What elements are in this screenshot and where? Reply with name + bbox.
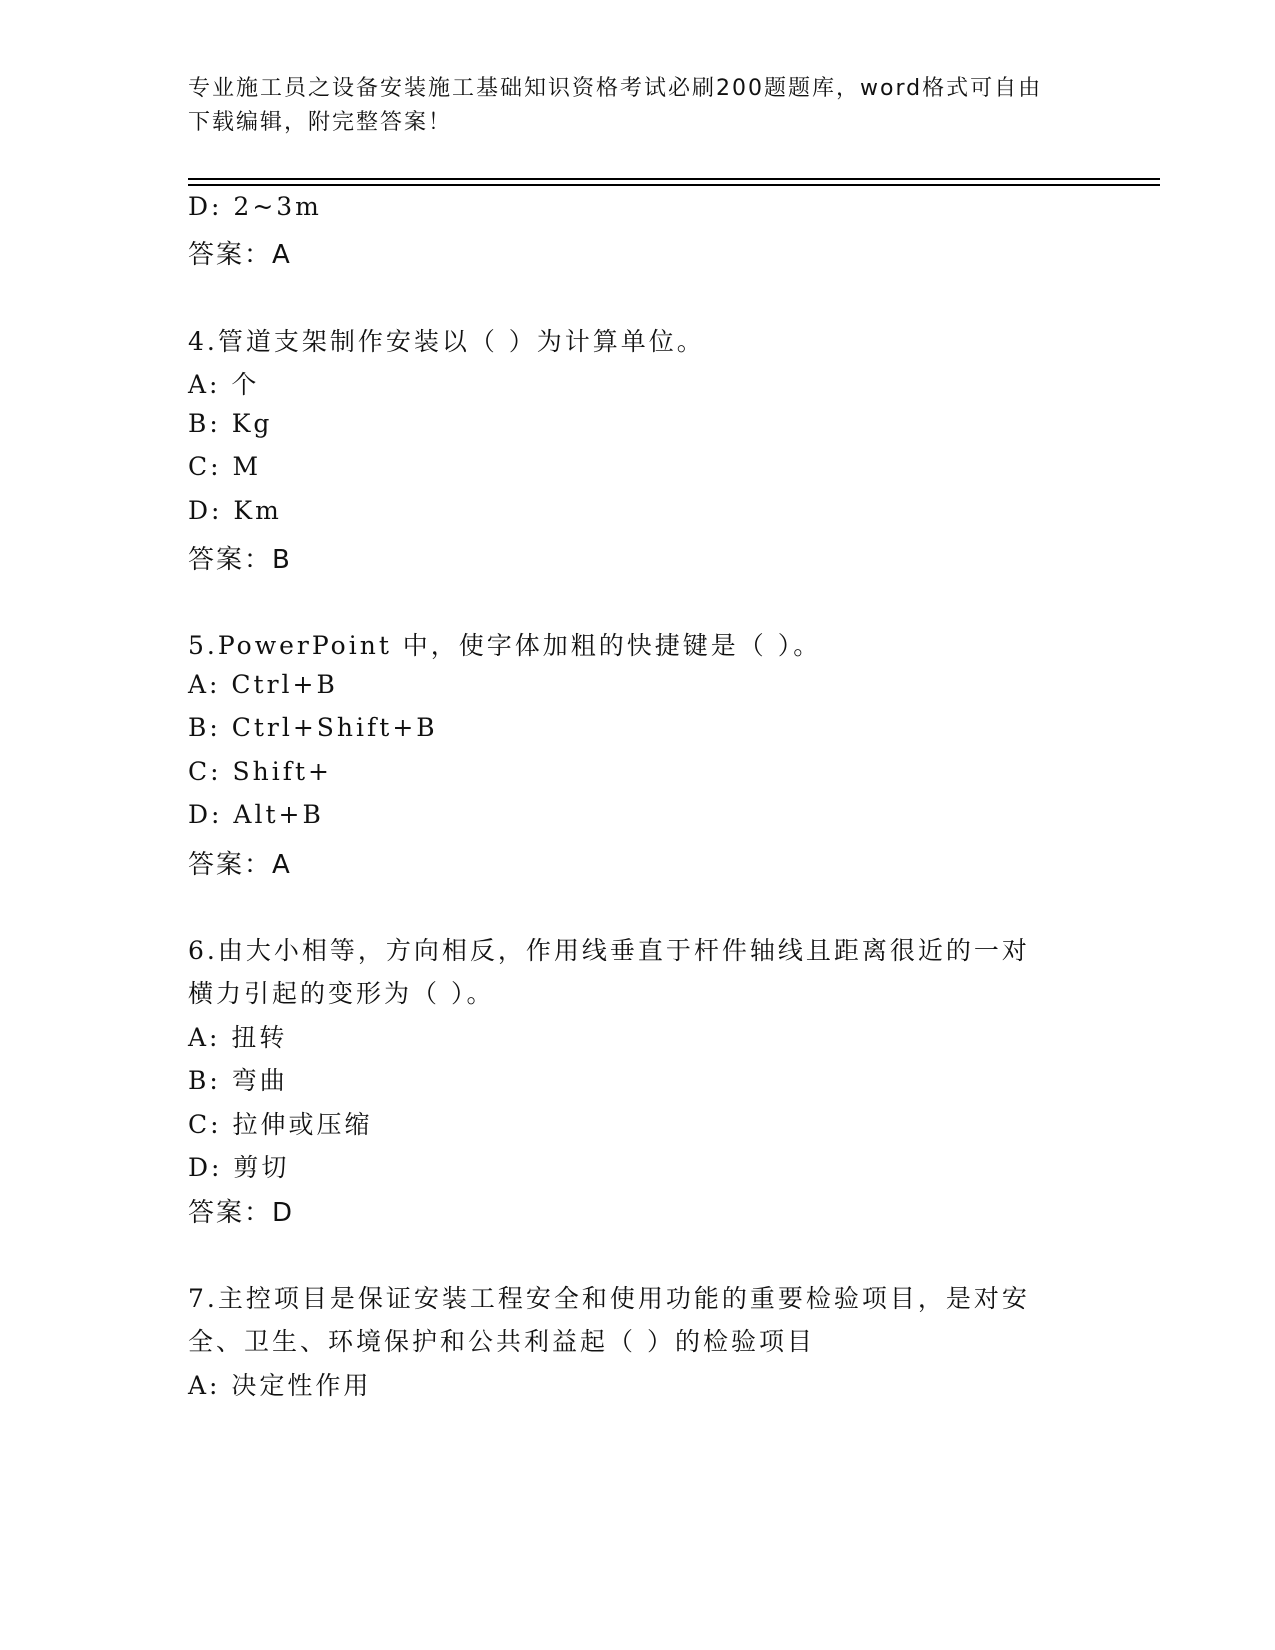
q7-question-line-1: 7.主控项目是保证安装工程安全和使用功能的重要检验项目，是对安 xyxy=(188,1284,1030,1313)
q5-option-c: C: Shift+ xyxy=(188,757,332,786)
q3-answer: 答案：A xyxy=(188,240,292,270)
q7-option-a: A: 决定性作用 xyxy=(188,1371,372,1400)
q3-option-d: D: 2~3m xyxy=(188,192,322,221)
q5-question: 5.PowerPoint 中，使字体加粗的快捷键是（ ）。 xyxy=(188,631,822,660)
header-divider-bottom xyxy=(188,184,1160,186)
q4-option-b: B: Kg xyxy=(188,409,273,438)
q5-option-b: B: Ctrl+Shift+B xyxy=(188,713,438,742)
q6-option-d: D: 剪切 xyxy=(188,1153,290,1182)
q5-option-d: D: Alt+B xyxy=(188,800,324,829)
q4-option-c: C: M xyxy=(188,452,262,481)
header-line-1: 专业施工员之设备安装施工基础知识资格考试必刷200题题库，word格式可自由 xyxy=(188,76,1043,101)
q5-option-a: A: Ctrl+B xyxy=(188,670,338,699)
q4-answer: 答案：B xyxy=(188,545,292,575)
q6-option-b: B: 弯曲 xyxy=(188,1066,288,1095)
q6-option-a: A: 扭转 xyxy=(188,1023,288,1052)
q4-option-d: D: Km xyxy=(188,496,282,525)
q6-option-c: C: 拉伸或压缩 xyxy=(188,1110,373,1139)
document-header xyxy=(188,72,1088,140)
header-line-2: 下载编辑，附完整答案！ xyxy=(188,110,453,135)
q7-question-line-2: 全、卫生、环境保护和公共利益起（ ）的检验项目 xyxy=(188,1327,815,1356)
q5-answer: 答案：A xyxy=(188,850,292,880)
q4-option-a: A: 个 xyxy=(188,370,260,399)
header-divider-top xyxy=(188,178,1160,180)
q6-question-line-1: 6.由大小相等，方向相反，作用线垂直于杆件轴线且距离很近的一对 xyxy=(188,936,1030,965)
q6-answer: 答案：D xyxy=(188,1198,295,1228)
q6-question-line-2: 横力引起的变形为（ ）。 xyxy=(188,979,495,1008)
q4-question: 4.管道支架制作安装以（ ）为计算单位。 xyxy=(188,327,705,356)
